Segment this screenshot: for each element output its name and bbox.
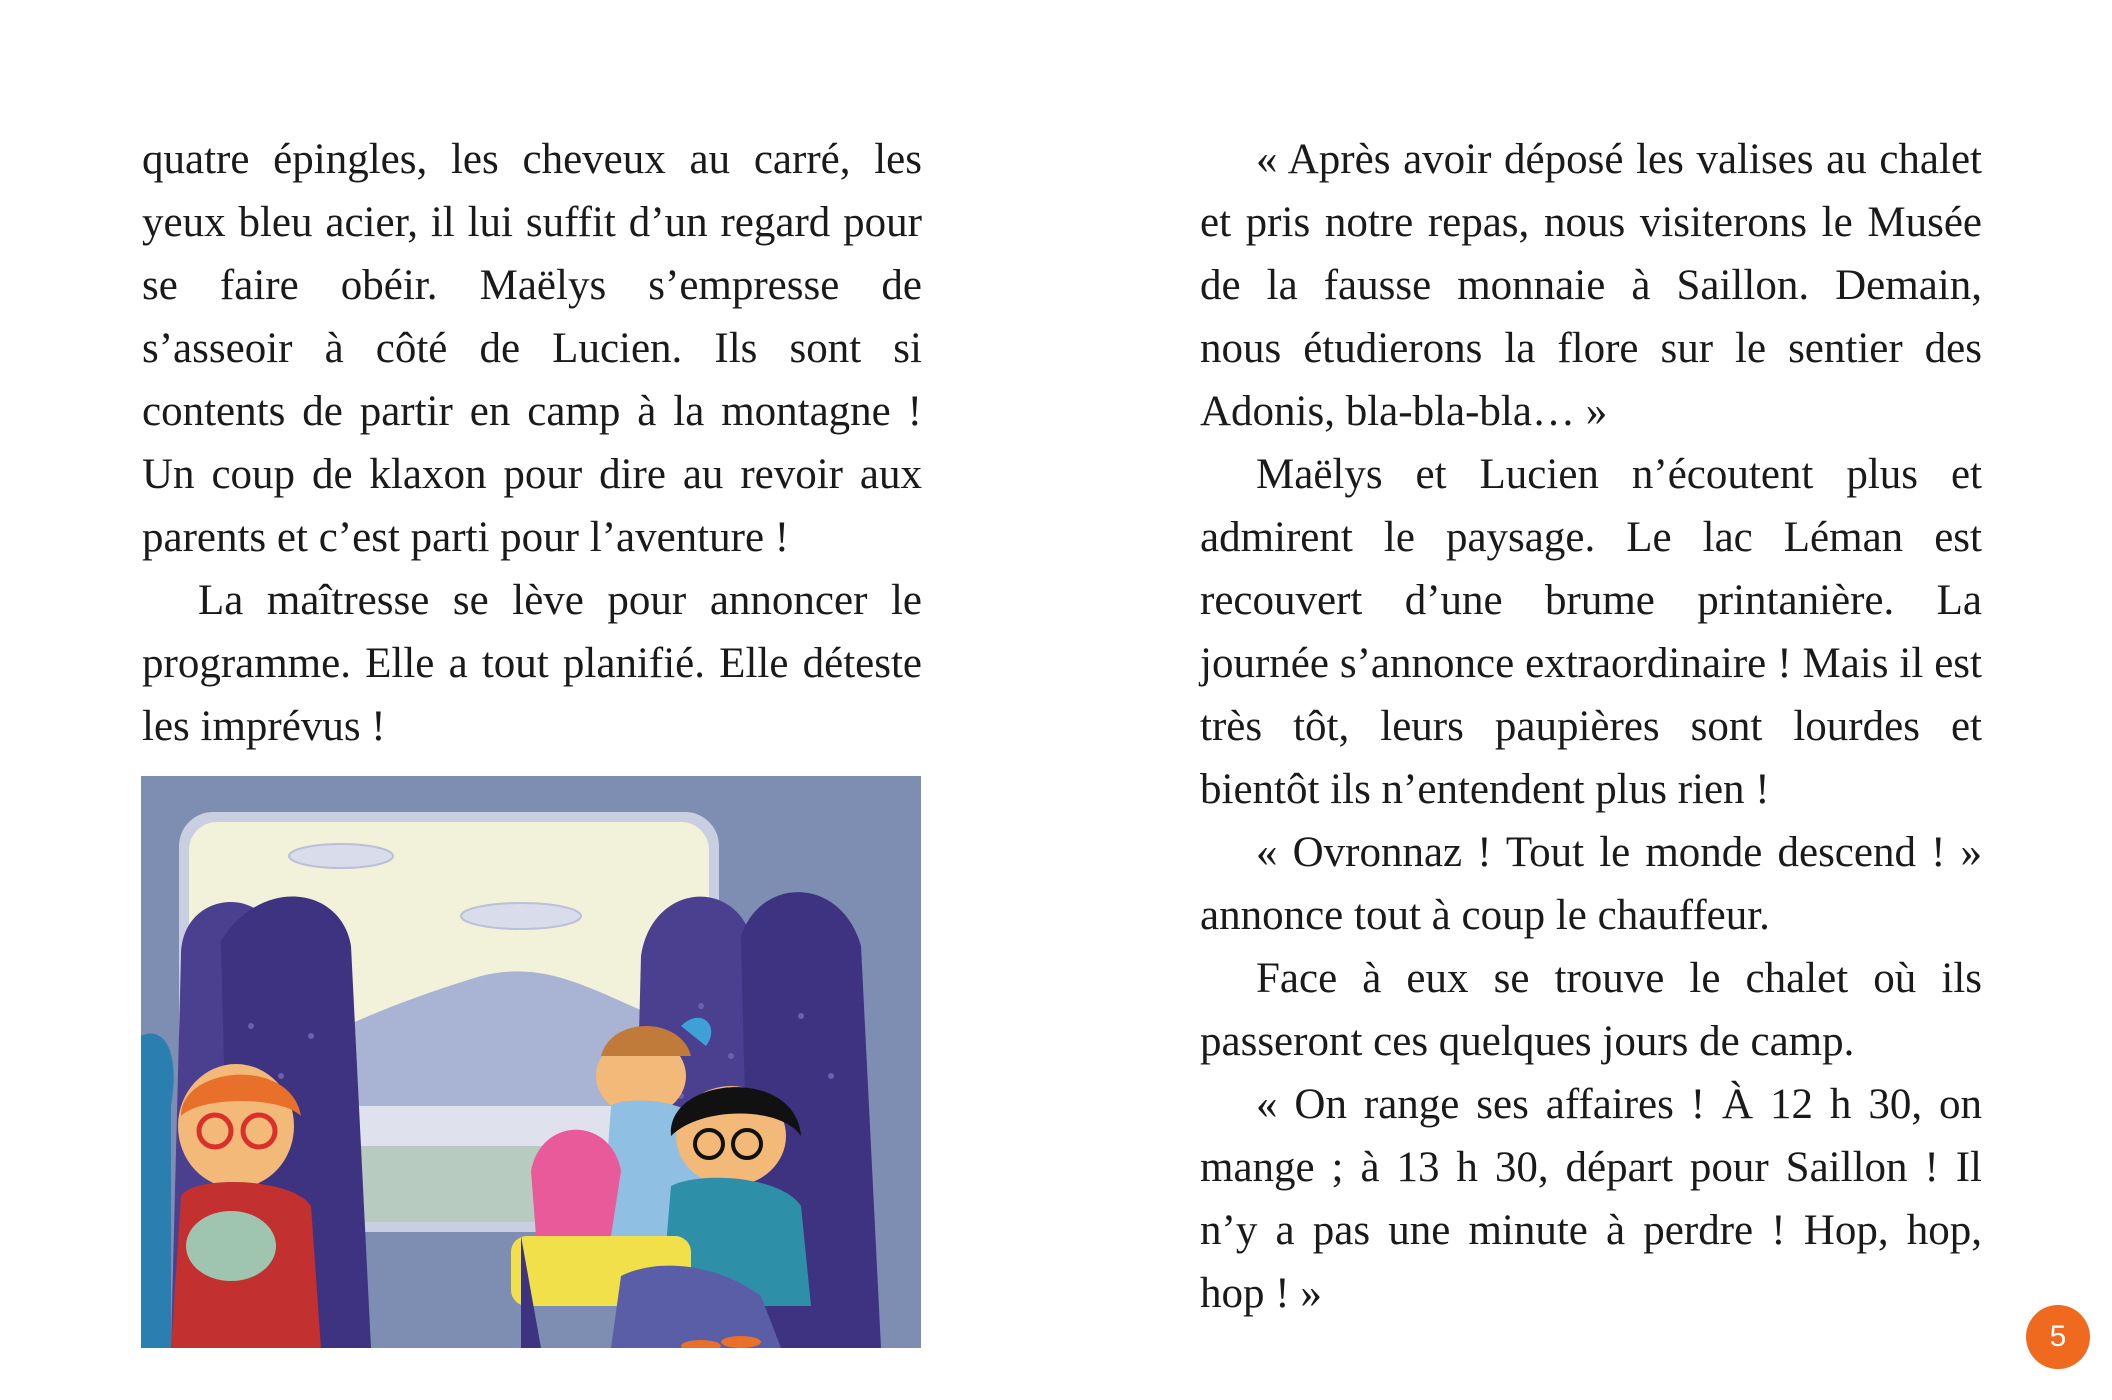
paragraph: Face à eux se trouve le chalet où ils passeront ces quelques jours de camp. (1200, 955, 1982, 1065)
right-text-column (1200, 128, 1982, 1325)
paragraph: « Après avoir déposé les valises au chalet et pris notre repas, nous visiterons le Musée de la fausse monnaie à Saillon. Demain, nous étudierons la flore sur le sentier des Adonis, bla-bla-bla… » (1200, 136, 1982, 435)
paragraph: La maîtresse se lève pour annoncer le programme. Elle a tout planifié. Elle déteste les imprévus ! (142, 577, 922, 750)
bus-illustration (141, 776, 921, 1348)
page-number-badge (2026, 1305, 2090, 1369)
left-text-column (142, 128, 922, 758)
paragraph: « Ovronnaz ! Tout le monde descend ! » annonce tout à coup le chauffeur. (1200, 829, 1982, 939)
page-number: 5 (2049, 1320, 2067, 1353)
paragraph: quatre épingles, les cheveux au carré, les yeux bleu acier, il lui suffit d’un regard pour se faire obéir. Maëlys s’empresse de s’asseoir à côté de Lucien. Ils sont si contents de partir en camp à la montagne ! Un coup de klaxon pour dire au revoir aux parents et c’est parti pour l’aventure ! (142, 136, 922, 561)
paragraph: « On range ses affaires ! À 12 h 30, on mange ; à 13 h 30, départ pour Saillon ! Il n’y a pas une minute à perdre ! Hop, hop, hop ! » (1200, 1081, 1982, 1317)
paragraph: Maëlys et Lucien n’écoutent plus et admirent le paysage. Le lac Léman est recouvert d’une brume printanière. La journée s’annonce extraordinaire ! Mais il est très tôt, leurs paupières sont lourdes et bientôt ils n’entendent plus rien ! (1200, 451, 1982, 813)
